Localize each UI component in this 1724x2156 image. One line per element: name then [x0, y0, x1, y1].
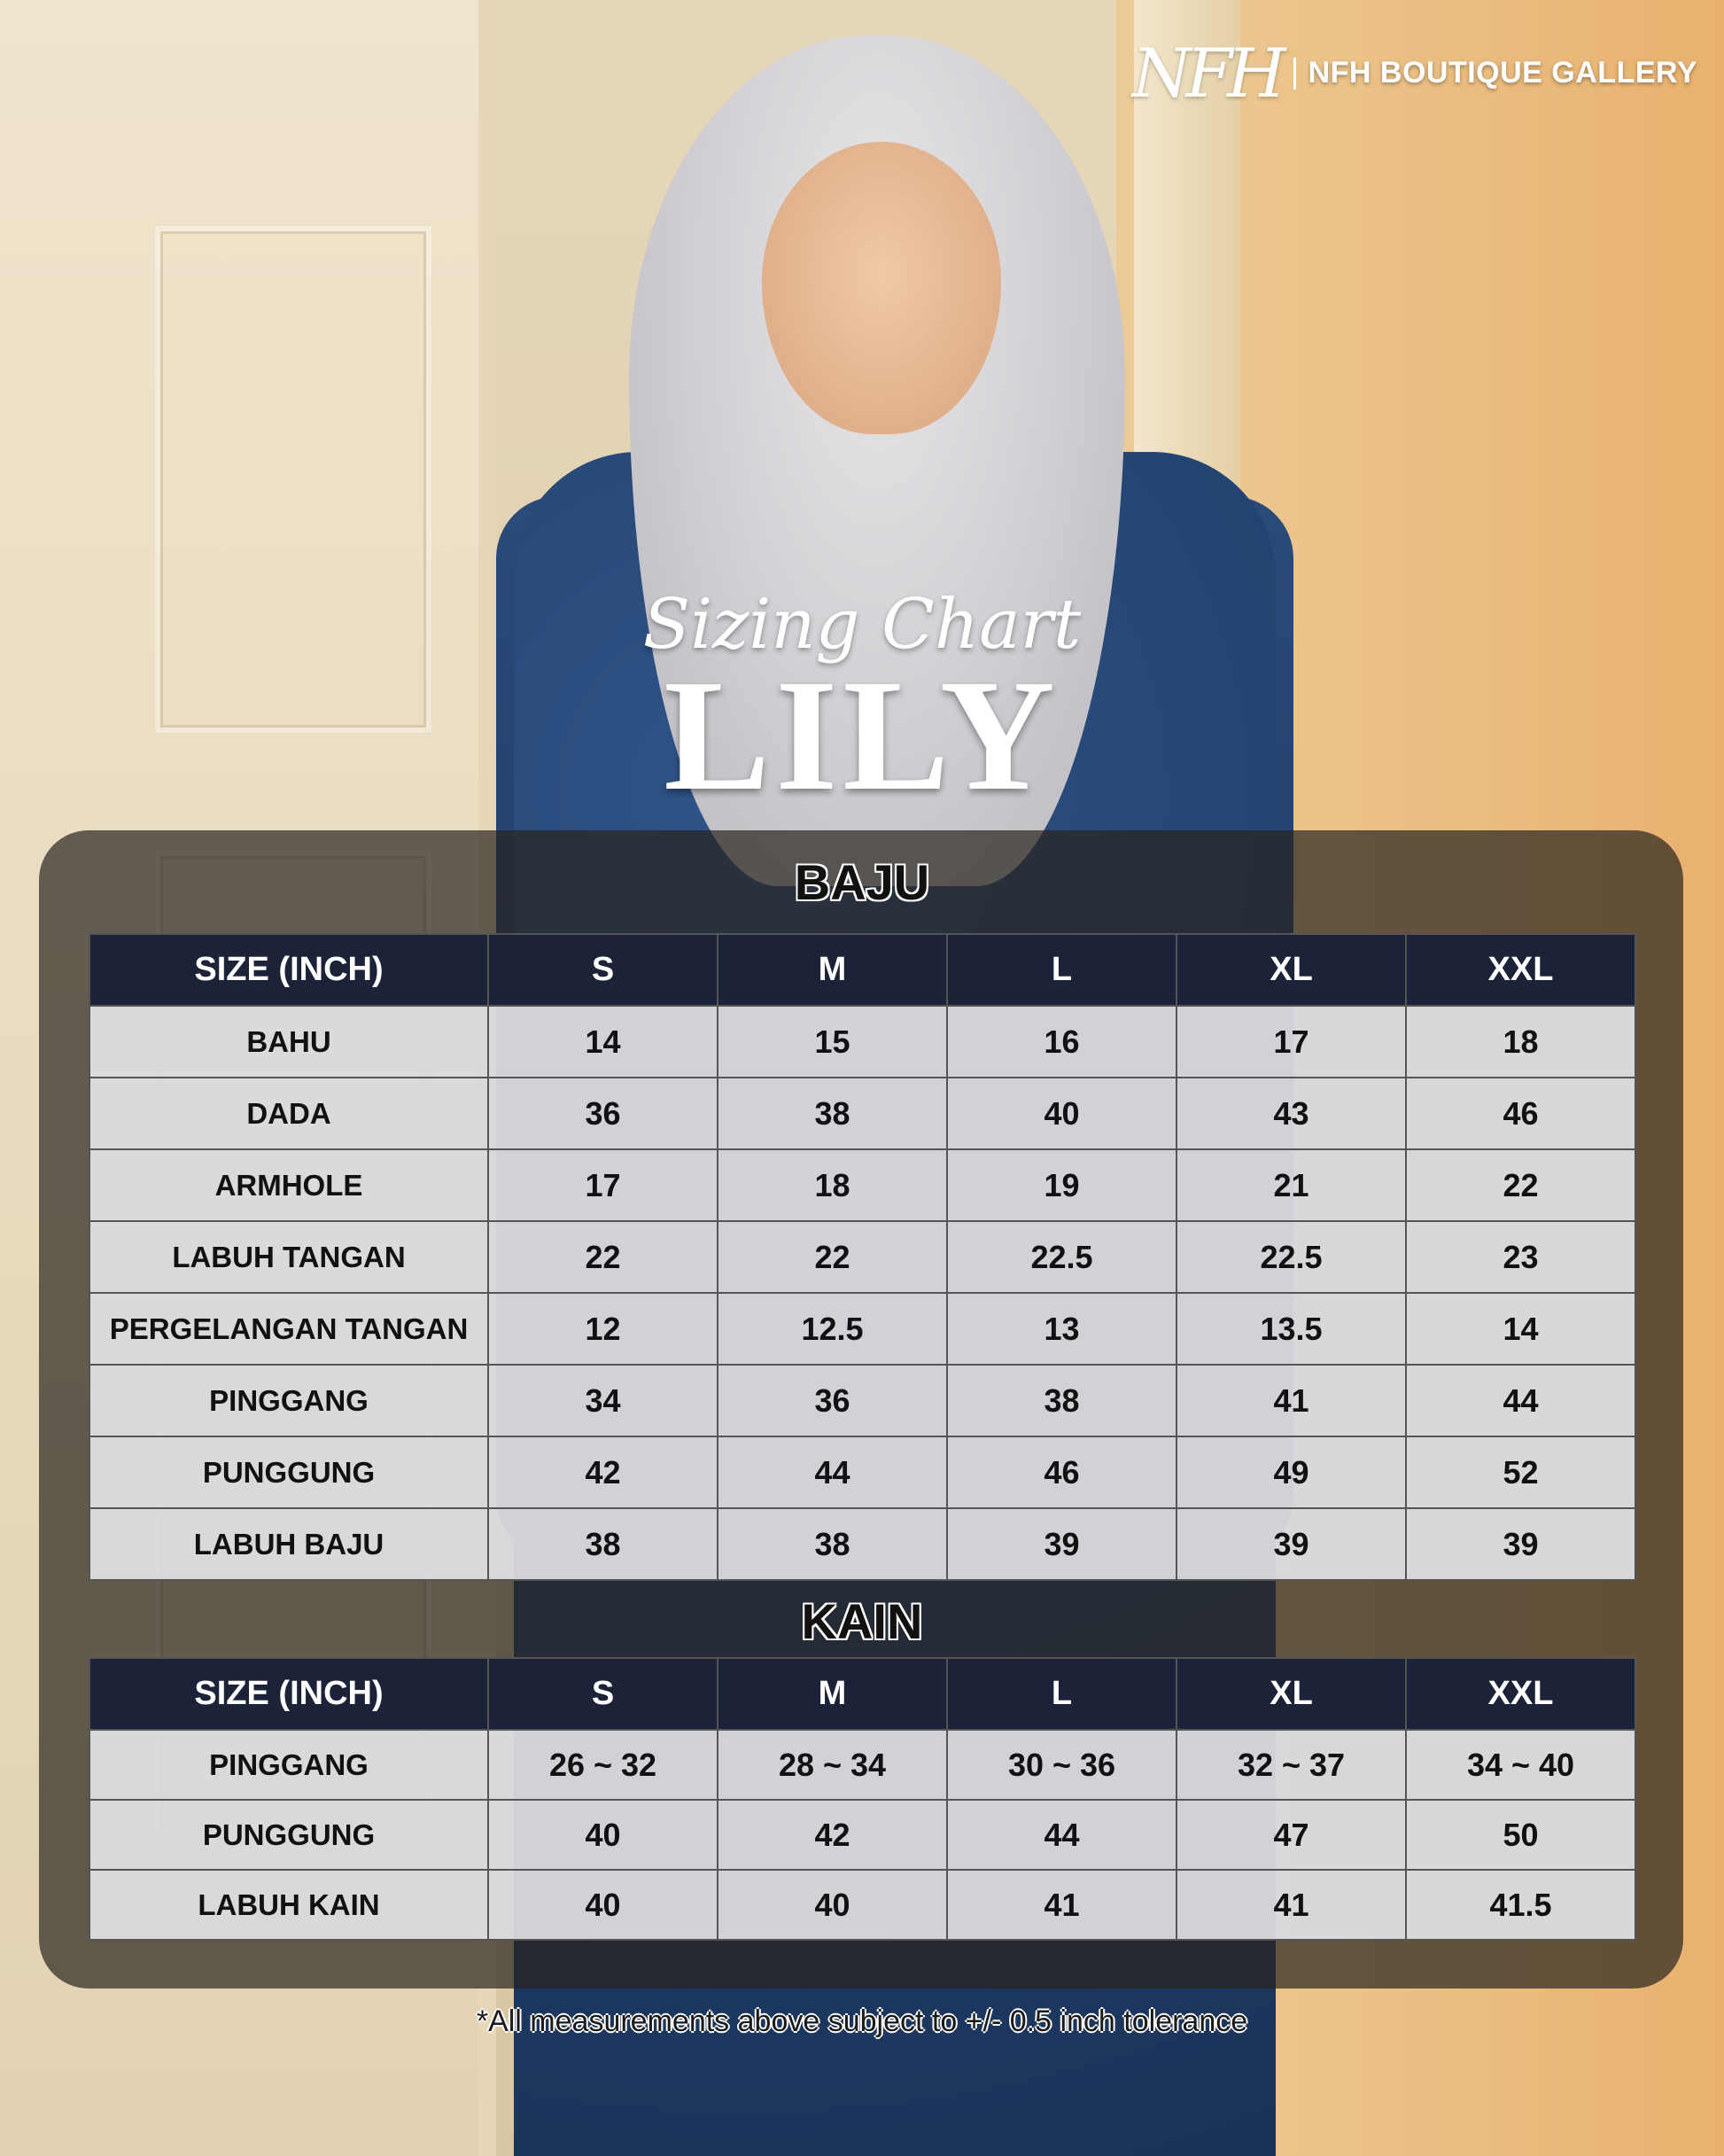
table-row: [89, 1149, 1635, 1221]
measurement-cell: 19: [947, 1149, 1177, 1221]
measurement-cell: 28 ~ 34: [718, 1730, 947, 1800]
row-label: PINGGANG: [89, 1730, 488, 1800]
measurement-cell: 41: [1177, 1870, 1406, 1940]
row-label: PINGGANG: [89, 1365, 488, 1436]
measurement-cell: 14: [488, 1006, 718, 1078]
measurement-cell: 15: [718, 1006, 947, 1078]
table-row: [89, 1436, 1635, 1508]
measurement-cell: 38: [947, 1365, 1177, 1436]
measurement-cell: 17: [1177, 1006, 1406, 1078]
measurement-cell: 12: [488, 1293, 718, 1365]
row-label: DADA: [89, 1078, 488, 1149]
row-label: PUNGGUNG: [89, 1800, 488, 1870]
measurement-cell: 13.5: [1177, 1293, 1406, 1365]
measurement-cell: 39: [1177, 1508, 1406, 1580]
size-l-header: L: [947, 934, 1177, 1006]
kain-heading: KAIN: [801, 1593, 923, 1649]
row-label: LABUH TANGAN: [89, 1221, 488, 1293]
face: [762, 142, 1001, 434]
measurement-cell: 41: [1177, 1365, 1406, 1436]
measurement-cell: 40: [488, 1800, 718, 1870]
size-column-header: SIZE (INCH): [89, 934, 488, 1006]
size-s-header: S: [488, 934, 718, 1006]
brand-divider: [1293, 58, 1296, 90]
measurement-cell: 16: [947, 1006, 1177, 1078]
table-row: [89, 1078, 1635, 1149]
baju-heading: BAJU: [794, 854, 930, 910]
measurement-cell: 34 ~ 40: [1406, 1730, 1635, 1800]
table-row: [89, 1870, 1635, 1940]
measurement-cell: 44: [947, 1800, 1177, 1870]
tolerance-note: *All measurements above subject to +/- 0.5 inch tolerance: [476, 2004, 1248, 2038]
measurement-cell: 21: [1177, 1149, 1406, 1221]
measurement-cell: 43: [1177, 1078, 1406, 1149]
measurement-cell: 22.5: [947, 1221, 1177, 1293]
measurement-cell: 38: [488, 1508, 718, 1580]
brand-name: NFH BOUTIQUE GALLERY: [1308, 56, 1697, 90]
table-row: [89, 1365, 1635, 1436]
measurement-cell: 40: [488, 1870, 718, 1940]
table-header-row: [89, 1658, 1635, 1730]
measurement-cell: 39: [1406, 1508, 1635, 1580]
measurement-cell: 30 ~ 36: [947, 1730, 1177, 1800]
size-xl-header: XL: [1177, 934, 1406, 1006]
measurement-cell: 41: [947, 1870, 1177, 1940]
row-label: BAHU: [89, 1006, 488, 1078]
measurement-cell: 40: [718, 1870, 947, 1940]
measurement-cell: 17: [488, 1149, 718, 1221]
table-row: [89, 1800, 1635, 1870]
measurement-cell: 41.5: [1406, 1870, 1635, 1940]
row-label: PUNGGUNG: [89, 1436, 488, 1508]
table-row: [89, 1221, 1635, 1293]
measurement-cell: 46: [1406, 1078, 1635, 1149]
measurement-cell: 38: [718, 1078, 947, 1149]
size-column-header: SIZE (INCH): [89, 1658, 488, 1730]
measurement-cell: 40: [947, 1078, 1177, 1149]
measurement-cell: 44: [1406, 1365, 1635, 1436]
table-header-row: [89, 934, 1635, 1006]
measurement-cell: 36: [488, 1078, 718, 1149]
measurement-cell: 22: [718, 1221, 947, 1293]
size-m-header: M: [718, 934, 947, 1006]
measurement-cell: 14: [1406, 1293, 1635, 1365]
size-xxl-header: XXL: [1406, 1658, 1635, 1730]
table-row: [89, 1293, 1635, 1365]
measurement-cell: 47: [1177, 1800, 1406, 1870]
measurement-cell: 26 ~ 32: [488, 1730, 718, 1800]
table-row: [89, 1508, 1635, 1580]
measurement-cell: 22.5: [1177, 1221, 1406, 1293]
measurement-cell: 36: [718, 1365, 947, 1436]
size-xxl-header: XXL: [1406, 934, 1635, 1006]
measurement-cell: 42: [718, 1800, 947, 1870]
size-l-header: L: [947, 1658, 1177, 1730]
measurement-cell: 18: [718, 1149, 947, 1221]
row-label: ARMHOLE: [89, 1149, 488, 1221]
product-title: LILY: [664, 647, 1060, 823]
kain-size-table: [89, 1657, 1636, 1941]
brand-header: [1132, 34, 1697, 113]
row-label: LABUH KAIN: [89, 1870, 488, 1940]
row-label: LABUH BAJU: [89, 1508, 488, 1580]
size-m-header: M: [718, 1658, 947, 1730]
chart-subtitle: Sizing Chart: [642, 585, 1082, 665]
table-row: [89, 1006, 1635, 1078]
measurement-cell: 52: [1406, 1436, 1635, 1508]
row-label: PERGELANGAN TANGAN: [89, 1293, 488, 1365]
brand-logo: NFH: [1132, 34, 1281, 113]
table-row: [89, 1730, 1635, 1800]
measurement-cell: 38: [718, 1508, 947, 1580]
measurement-cell: 22: [1406, 1149, 1635, 1221]
measurement-cell: 42: [488, 1436, 718, 1508]
measurement-cell: 23: [1406, 1221, 1635, 1293]
measurement-cell: 44: [718, 1436, 947, 1508]
measurement-cell: 39: [947, 1508, 1177, 1580]
measurement-cell: 50: [1406, 1800, 1635, 1870]
measurement-cell: 13: [947, 1293, 1177, 1365]
measurement-cell: 22: [488, 1221, 718, 1293]
measurement-cell: 46: [947, 1436, 1177, 1508]
measurement-cell: 18: [1406, 1006, 1635, 1078]
size-s-header: S: [488, 1658, 718, 1730]
measurement-cell: 12.5: [718, 1293, 947, 1365]
baju-size-table: [89, 933, 1636, 1581]
measurement-cell: 32 ~ 37: [1177, 1730, 1406, 1800]
size-xl-header: XL: [1177, 1658, 1406, 1730]
measurement-cell: 34: [488, 1365, 718, 1436]
measurement-cell: 49: [1177, 1436, 1406, 1508]
